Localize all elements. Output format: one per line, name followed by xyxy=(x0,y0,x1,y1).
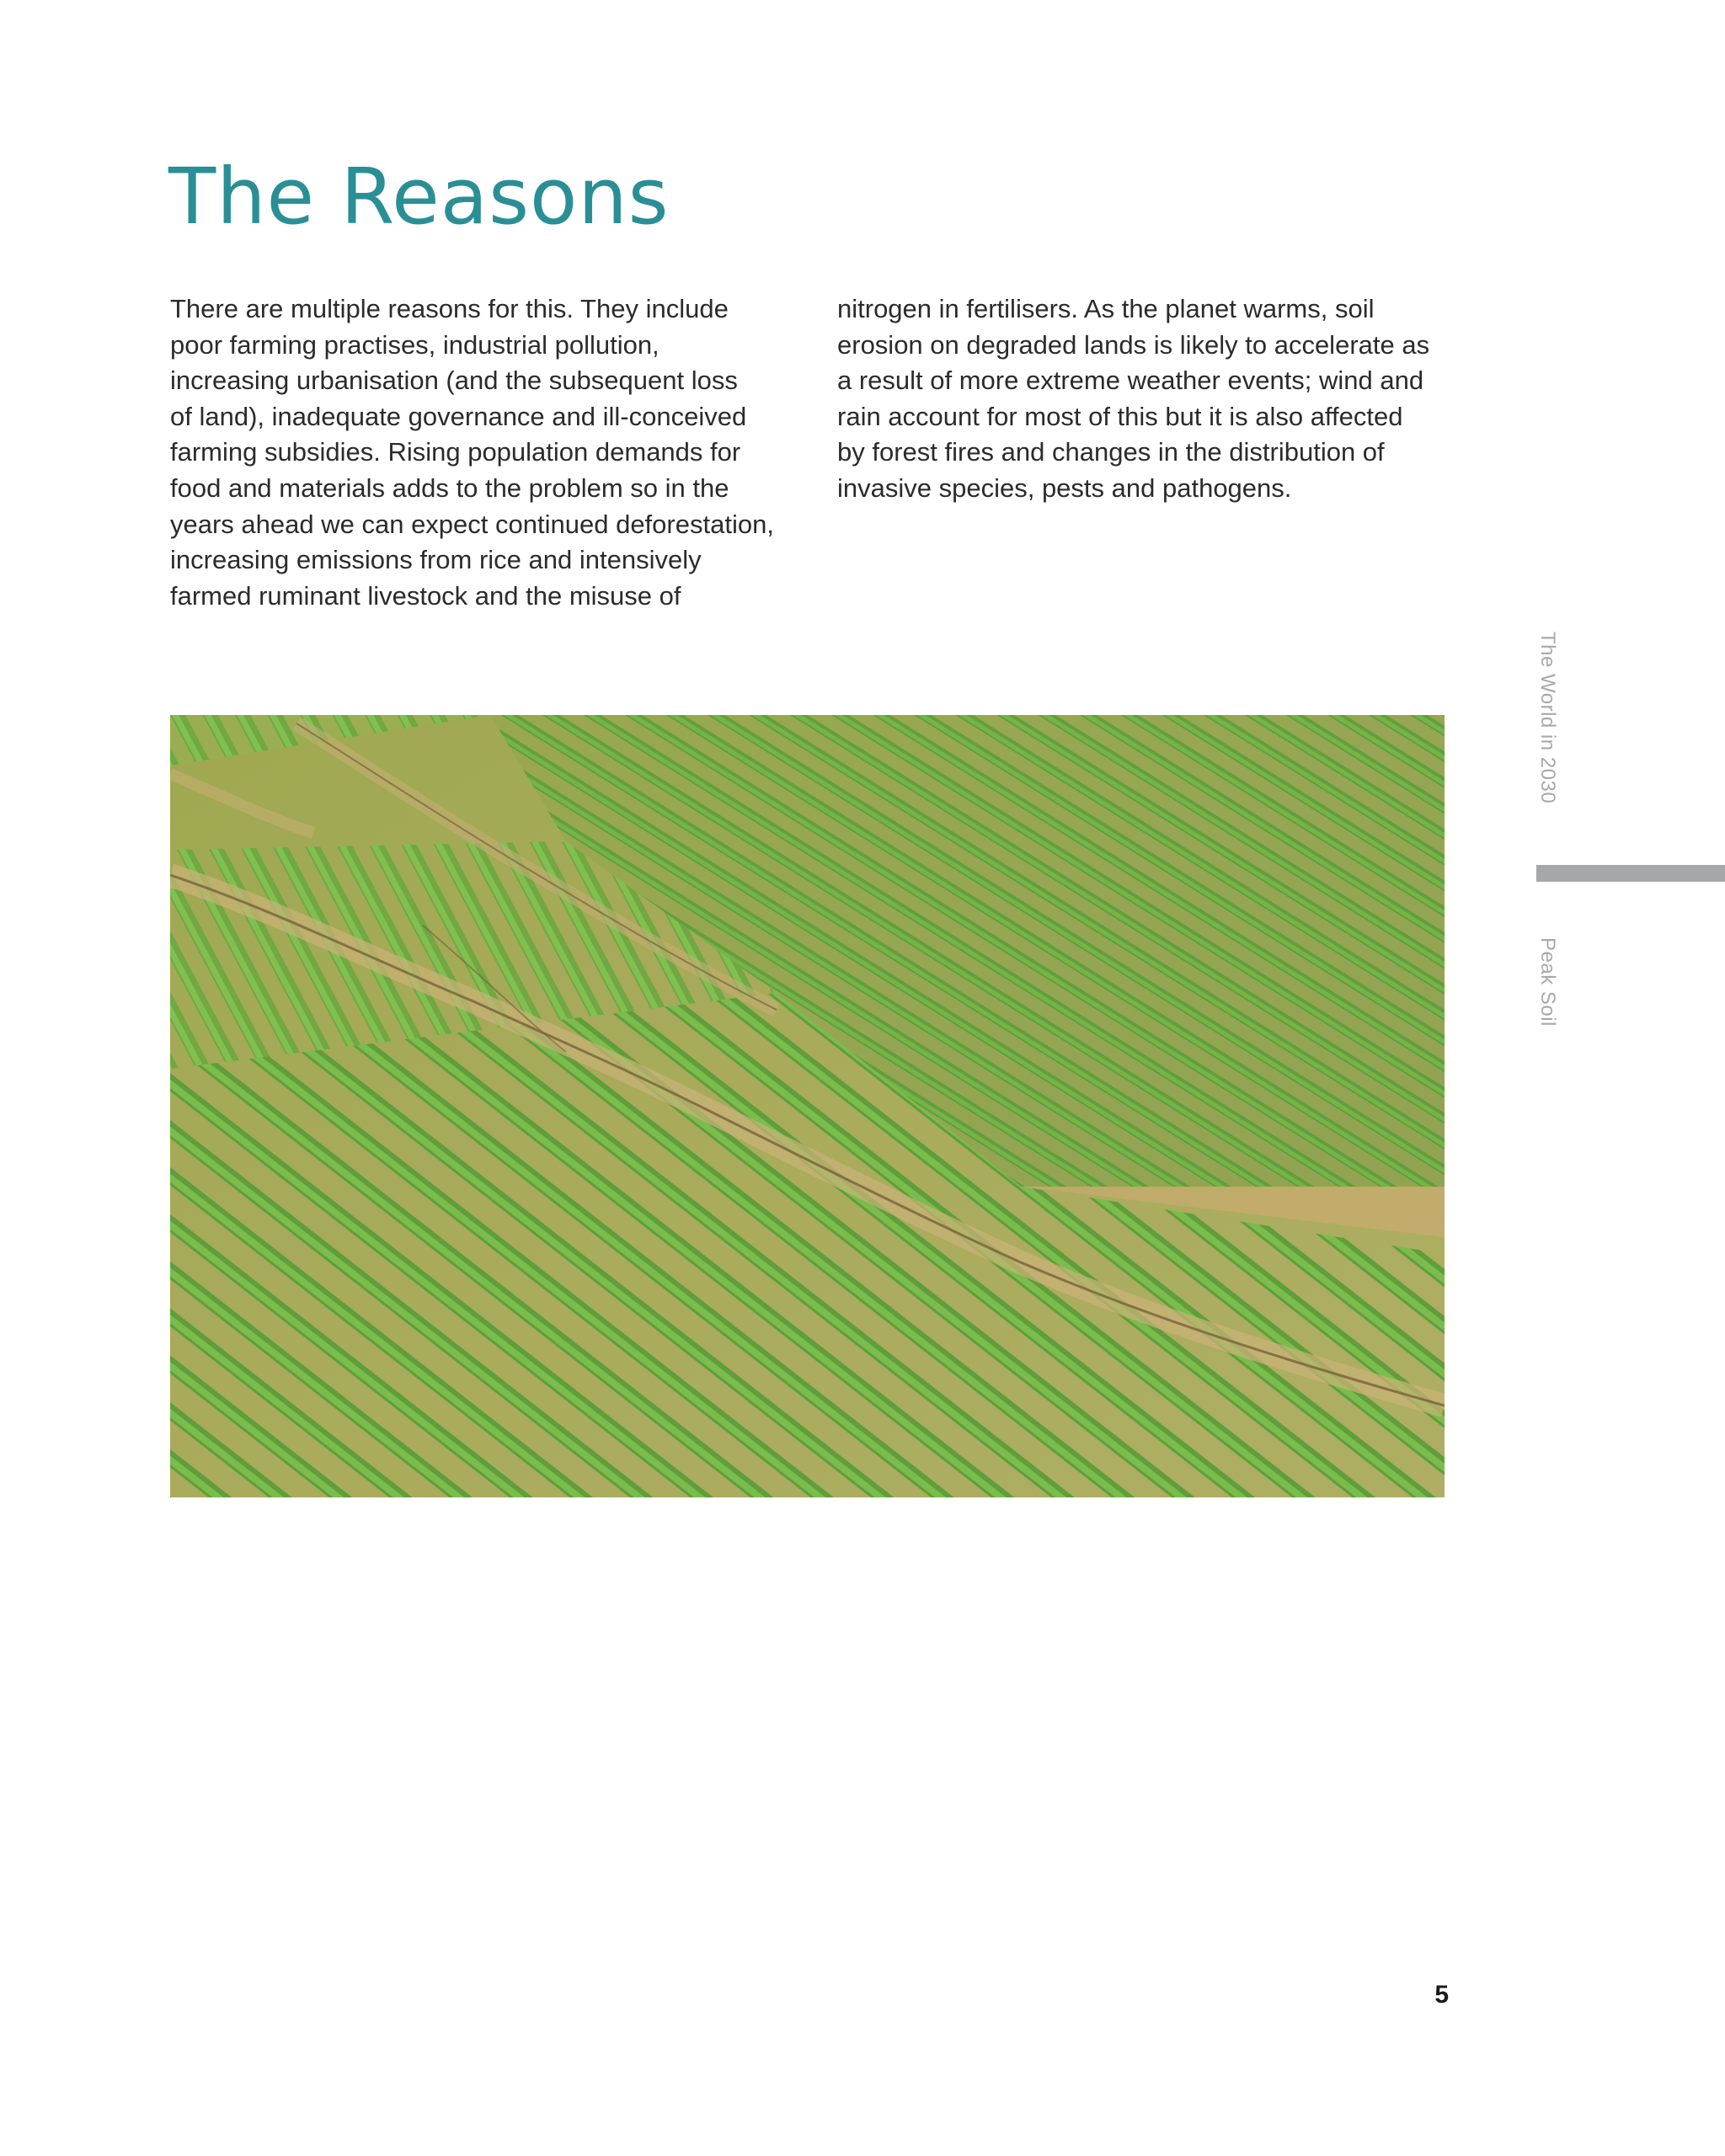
body-text-left-column xyxy=(170,291,793,614)
body-line: increasing urbanisation (and the subsequent loss xyxy=(170,366,738,396)
body-line: erosion on degraded lands is likely to accelerate as xyxy=(837,329,1430,360)
body-line: nitrogen in fertilisers. As the planet warms, soil xyxy=(837,294,1375,323)
body-line: invasive species, pests and pathogens. xyxy=(837,472,1292,503)
body-line: increasing emissions from rice and intensively xyxy=(170,545,702,575)
body-line: food and materials adds to the problem so in the xyxy=(170,472,729,503)
body-text-right-column xyxy=(837,291,1461,507)
page-number: 5 xyxy=(1434,1981,1449,2009)
side-section-marker xyxy=(1536,865,1725,882)
side-publication-title: The World in 2030 xyxy=(1536,632,1559,804)
body-line: by forest fires and changes in the distribution of xyxy=(837,437,1385,467)
body-line: of land), inadequate governance and ill-conceived xyxy=(170,401,747,431)
body-line: poor farming practises, industrial pollution, xyxy=(170,329,660,360)
body-line: There are multiple reasons for this. They include xyxy=(170,294,729,323)
page-title: The Reasons xyxy=(168,152,670,242)
body-line: years ahead we can expect continued deforestation, xyxy=(170,509,774,539)
side-section-title: Peak Soil xyxy=(1536,937,1559,1027)
body-line: a result of more extreme weather events; wind and xyxy=(837,366,1424,396)
crop-field-illustration xyxy=(170,715,1445,1497)
body-line: farmed ruminant livestock and the misuse of xyxy=(170,580,681,611)
body-line: rain account for most of this but it is also affected xyxy=(837,401,1403,431)
body-line: farming subsidies. Rising population demands for xyxy=(170,437,741,467)
field-photo xyxy=(170,715,1445,1497)
